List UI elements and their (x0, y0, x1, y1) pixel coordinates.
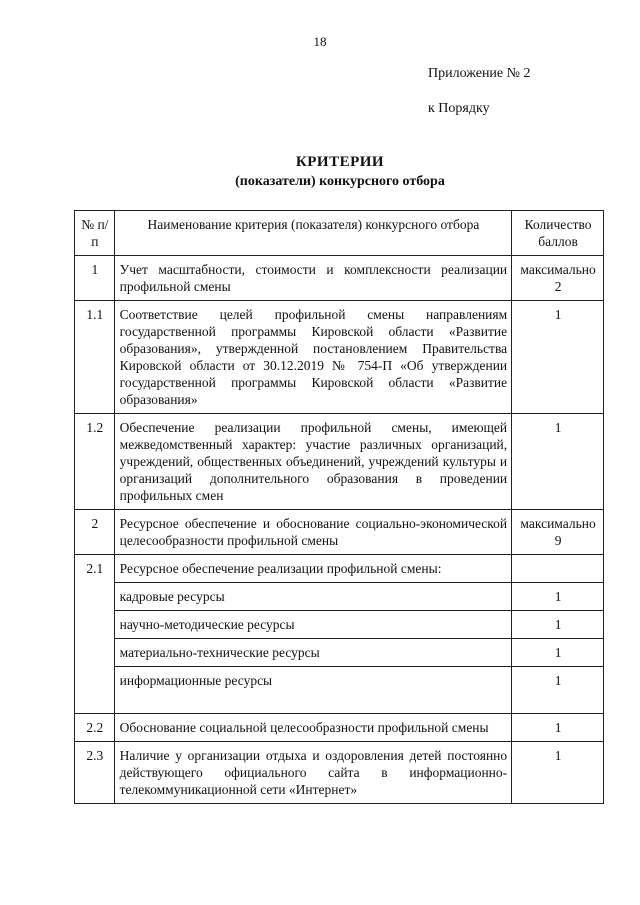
row-num: 2.3 (75, 742, 115, 804)
row-points: 1 (512, 301, 604, 414)
header-num: № п/п (75, 211, 115, 256)
row-points: 1 (512, 611, 604, 639)
document-subtitle: (показатели) конкурсного отбора (235, 174, 445, 189)
table-row (75, 414, 604, 510)
row-points: 1 (512, 742, 604, 804)
row-num: 2.1 (75, 555, 115, 714)
appendix-reference: к Порядку (428, 101, 490, 116)
row-points: 1 (512, 414, 604, 510)
row-name: Ресурсное обеспечение и обоснование социально-экономической целесообразности профильной смены (114, 510, 512, 555)
row-name: информационные ресурсы (114, 667, 512, 714)
row-points: 1 (512, 583, 604, 611)
header-name: Наименование критерия (показателя) конкурсного отбора (114, 211, 512, 256)
row-num: 2 (75, 510, 115, 555)
page-number: 18 (313, 34, 327, 49)
row-points (512, 555, 604, 583)
row-name: научно-методические ресурсы (114, 611, 512, 639)
table-row (75, 667, 604, 714)
row-num: 1.1 (75, 301, 115, 414)
table-row (75, 639, 604, 667)
table-row (75, 742, 604, 804)
table-header-row (75, 211, 604, 256)
row-points: 1 (512, 667, 604, 714)
row-points: 1 (512, 714, 604, 742)
table-row (75, 714, 604, 742)
document-title: КРИТЕРИИ (295, 154, 385, 170)
criteria-table (74, 210, 604, 804)
row-num: 2.2 (75, 714, 115, 742)
row-num: 1.2 (75, 414, 115, 510)
row-name: Наличие у организации отдыха и оздоровления детей постоянно действующего официального сайта в информационно-телекоммуникационной сети «Интернет» (114, 742, 512, 804)
row-name: Соответствие целей профильной смены направлениям государственной программы Кировской области «Развитие образования», утвержденной постановлением Правительства Кировской области от 30.12.2019 № 754-П «Об утверждении государственной программы Кировской области «Развитие образования» (114, 301, 512, 414)
row-name: Обоснование социальной целесообразности профильной смены (114, 714, 512, 742)
table-row (75, 611, 604, 639)
row-name: кадровые ресурсы (114, 583, 512, 611)
row-name: материально-технические ресурсы (114, 639, 512, 667)
row-name: Учет масштабности, стоимости и комплексности реализации профильной смены (114, 256, 512, 301)
row-points: 1 (512, 639, 604, 667)
table-row (75, 510, 604, 555)
row-num: 1 (75, 256, 115, 301)
table-row (75, 301, 604, 414)
row-name: Ресурсное обеспечение реализации профильной смены: (114, 555, 512, 583)
row-points: максимально 2 (512, 256, 604, 301)
table-row (75, 583, 604, 611)
row-name: Обеспечение реализации профильной смены, имеющей межведомственный характер: участие различных организаций, учреждений, общественных объединений, учреждений культуры и организаций дополнительного образования в проведении профильных смен (114, 414, 512, 510)
header-points: Количество баллов (512, 211, 604, 256)
row-points: максимально 9 (512, 510, 604, 555)
table-row (75, 555, 604, 583)
table-row (75, 256, 604, 301)
appendix-label: Приложение № 2 (428, 66, 531, 81)
